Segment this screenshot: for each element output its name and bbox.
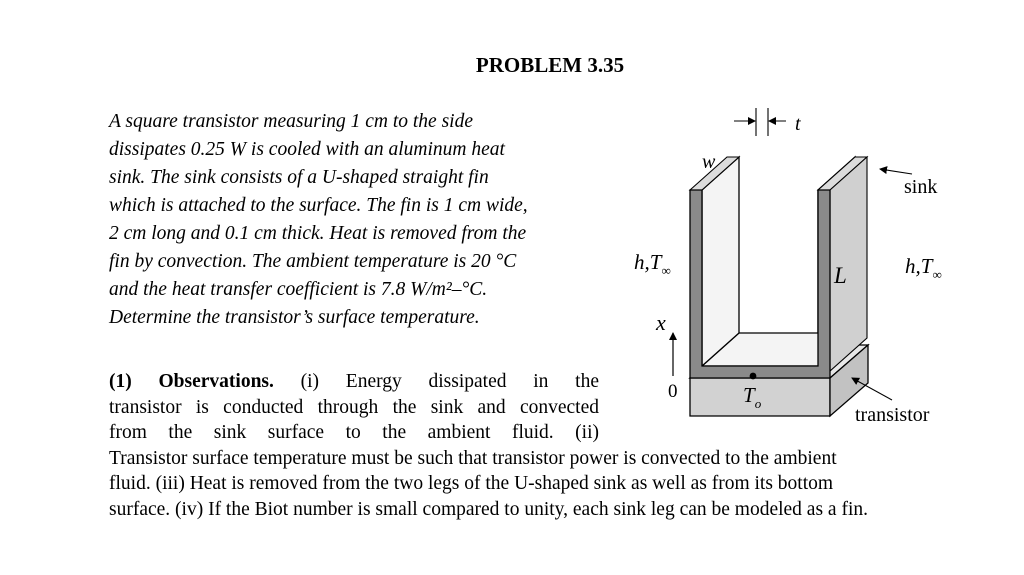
label-L: L xyxy=(834,263,847,288)
label-zero: 0 xyxy=(668,381,678,402)
label-h-left-inf: ∞ xyxy=(661,263,671,278)
observations-line-1-text: (i) Energy dissipated in the xyxy=(300,371,600,392)
statement-line-8: Determine the transistor’s surface temperature. xyxy=(109,307,480,328)
label-h-left xyxy=(634,250,671,278)
statement-line-2: dissipates 0.25 W is cooled with an aluminum heat xyxy=(109,139,505,160)
observations-line-6: surface. (iv) If the Biot number is small compared to unity, each sink leg can be modeled as a fin. xyxy=(109,498,868,520)
sink-arrow xyxy=(880,169,912,174)
observations-line-1 xyxy=(109,369,599,395)
label-t: t xyxy=(795,113,801,135)
problem-title: PROBLEM 3.35 xyxy=(475,53,625,77)
thickness-dimension xyxy=(734,108,786,136)
statement-line-5: 2 cm long and 0.1 cm thick. Heat is removed from the xyxy=(109,223,527,244)
observations-line-4: Transistor surface temperature must be such that transistor power is convected to the ambient xyxy=(109,447,837,469)
statement-line-7: and the heat transfer coefficient is 7.8 W/m²–°C. xyxy=(109,279,488,300)
label-h-right-inf: ∞ xyxy=(932,267,942,282)
statement-line-6: fin by convection. The ambient temperature is 20 °C xyxy=(109,251,517,272)
label-transistor: transistor xyxy=(855,404,930,426)
label-To-text: T xyxy=(743,383,755,407)
label-h-right xyxy=(905,254,942,282)
observations-heading: (1) Observations. xyxy=(109,371,274,392)
label-x: x xyxy=(656,310,666,335)
label-h-right-text: h,T xyxy=(905,254,933,278)
statement-line-3: sink. The sink consists of a U-shaped straight fin xyxy=(109,167,489,188)
statement-line-1: A square transistor measuring 1 cm to the side xyxy=(109,111,473,132)
observations-line-5: fluid. (iii) Heat is removed from the two legs of the U-shaped sink as well as from its bottom xyxy=(109,473,834,494)
observations-line-3: from the sink surface to the ambient fluid. (ii) xyxy=(109,422,599,443)
surface-temp-point xyxy=(750,373,757,380)
label-w: w xyxy=(702,151,716,173)
label-h-left-text: h,T xyxy=(634,250,662,274)
heat-sink-diagram xyxy=(620,100,1000,440)
label-To-sub: o xyxy=(754,396,762,411)
observations-line-2: transistor is conducted through the sink and convected xyxy=(109,396,599,418)
statement-line-4: which is attached to the surface. The fin is 1 cm wide, xyxy=(109,195,528,216)
label-sink: sink xyxy=(904,176,938,198)
problem-statement xyxy=(109,108,602,332)
